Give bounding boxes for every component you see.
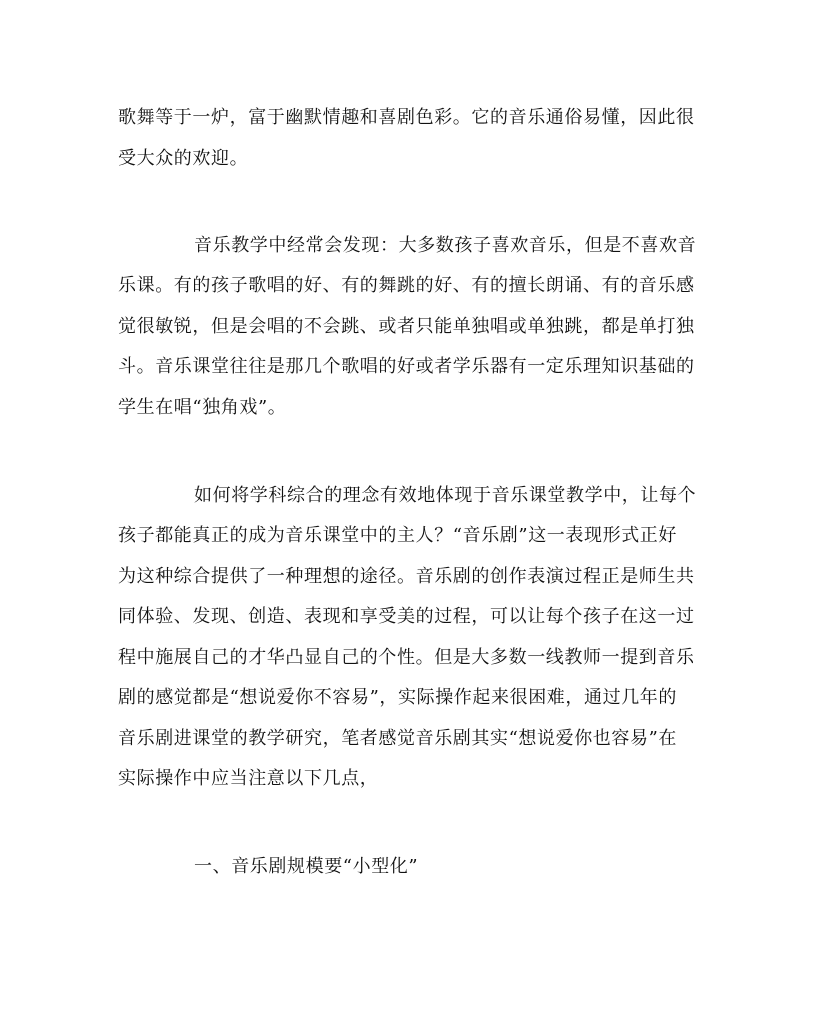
text-line: 如何将学科综合的理念有效地体现于音乐课堂教学中，让每个 — [194, 485, 697, 506]
text-line: 程中施展自己的才华凸显自己的个性。但是大多数一线教师一提到音乐 — [118, 647, 695, 668]
text-line: 为这种综合提供了一种理想的途径。音乐剧的创作表演过程正是师生共 — [118, 566, 695, 587]
text-line: 受大众的欢迎。 — [118, 148, 249, 169]
text-line: 歌舞等于一炉，富于幽默情趣和喜剧色彩。它的音乐通俗易懂，因此很 — [118, 107, 695, 128]
text-line: 觉很敏锐，但是会唱的不会跳、或者只能单独唱或单独跳，都是单打独 — [118, 316, 695, 337]
text-line: 乐课。有的孩子歌唱的好、有的舞跳的好、有的擅长朗诵、有的音乐感 — [118, 275, 695, 296]
text-line: 学生在唱“独角戏”。 — [118, 397, 287, 418]
text-line: 音乐教学中经常会发现：大多数孩子喜欢音乐，但是不喜欢音 — [194, 235, 697, 256]
text-line: 剧的感觉都是“想说爱你不容易”，实际操作起来很困难，通过几年的 — [118, 687, 678, 708]
text-line: 音乐剧进课堂的教学研究，笔者感觉音乐剧其实“想说爱你也容易”在 — [118, 728, 678, 749]
section-heading: 一、音乐剧规模要“小型化” — [194, 856, 419, 877]
text-line: 同体验、发现、创造、表现和享受美的过程，可以让每个孩子在这一过 — [118, 606, 695, 627]
text-line: 孩子都能真正的成为音乐课堂中的主人？“音乐剧”这一表现形式正好 — [118, 525, 678, 546]
text-line: 斗。音乐课堂往往是那几个歌唱的好或者学乐器有一定乐理知识基础的 — [118, 356, 695, 377]
text-line: 实际操作中应当注意以下几点， — [118, 768, 379, 789]
